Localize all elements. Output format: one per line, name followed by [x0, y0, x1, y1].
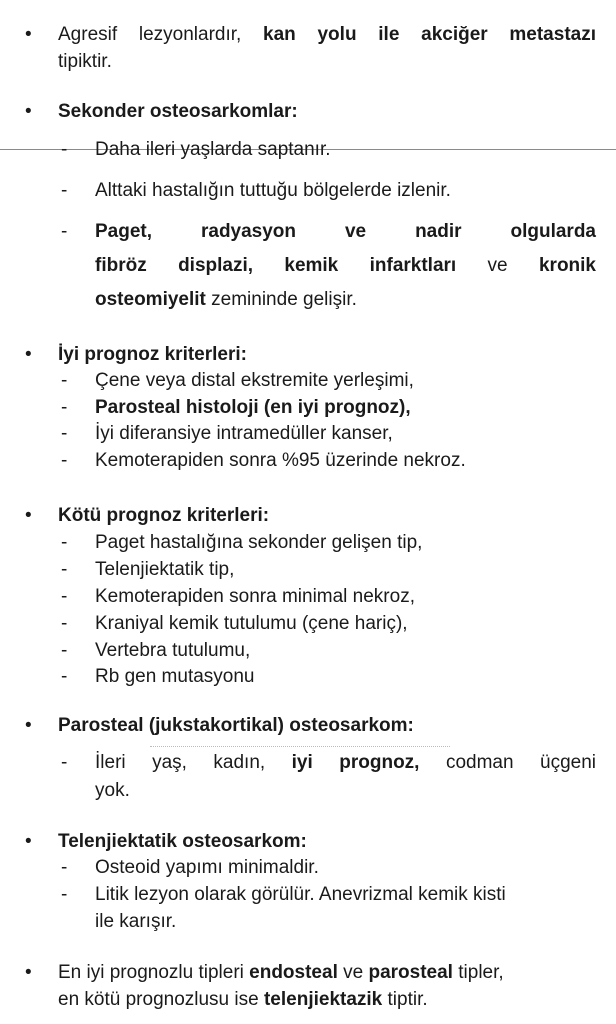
- dash-marker: -: [61, 532, 68, 553]
- text: codman üçgeni: [419, 752, 597, 773]
- bold-text: kan yolu ile akciğer metastazı: [263, 24, 596, 45]
- text: Litik lezyon olarak görülür. Anevrizmal kemik kisti: [95, 884, 506, 905]
- bold-text: parosteal: [368, 962, 453, 983]
- text: tipiktir.: [58, 51, 112, 72]
- bold-text: Parosteal (jukstakortikal) osteosarkom:: [58, 715, 414, 736]
- text-line: [58, 989, 428, 1011]
- text: Çene veya distal ekstremite yerleşimi,: [95, 370, 414, 391]
- text-line: [58, 24, 596, 46]
- bullet-icon: •: [25, 962, 32, 983]
- text: en kötü prognozlusu ise: [58, 989, 264, 1010]
- text: İleri yaş, kadın,: [95, 752, 292, 773]
- bold-text: osteomiyelit: [95, 289, 206, 310]
- text-line: [58, 344, 247, 366]
- text-line: [95, 666, 255, 688]
- text-line: [95, 559, 234, 581]
- dash-marker: -: [61, 613, 68, 634]
- bold-text: Paget, radyasyon ve nadir olgularda: [95, 221, 596, 242]
- dash-marker: -: [61, 450, 68, 471]
- bullet-icon: •: [25, 831, 32, 852]
- text: tipler,: [452, 962, 504, 983]
- text: Telenjiektatik tip,: [95, 559, 235, 580]
- bold-text: Parosteal histoloji (en iyi prognoz),: [95, 397, 411, 418]
- bold-text: kronik: [538, 255, 597, 276]
- bold-text: Kötü prognoz kriterleri:: [58, 505, 270, 526]
- dash-marker: -: [61, 139, 68, 160]
- text-line: [95, 884, 506, 906]
- text: Vertebra tutulumu,: [95, 640, 251, 661]
- bold-text: endosteal: [249, 962, 338, 983]
- bullet-icon: •: [25, 24, 32, 45]
- text-line: [95, 613, 408, 635]
- text: ile karışır.: [95, 911, 177, 932]
- dash-marker: -: [61, 423, 68, 444]
- text-line: [95, 370, 414, 392]
- text-line: [95, 857, 319, 879]
- text-line: [95, 397, 411, 419]
- text-line: [58, 962, 504, 984]
- dash-marker: -: [61, 370, 68, 391]
- text: Kemoterapiden sonra %95 üzerinde nekroz.: [95, 450, 466, 471]
- text-line: [95, 255, 596, 277]
- text: zemininde gelişir.: [205, 289, 357, 310]
- bold-text: iyi prognoz,: [291, 752, 420, 773]
- dash-marker: -: [61, 640, 68, 661]
- bullet-icon: •: [25, 101, 32, 122]
- text-line: [95, 450, 466, 472]
- bold-text: Telenjiektatik osteosarkom:: [58, 831, 307, 852]
- text-line: [95, 180, 451, 202]
- dash-marker: -: [61, 884, 68, 905]
- text-line: [58, 505, 269, 527]
- text-line: [95, 423, 393, 445]
- bullet-icon: •: [25, 505, 32, 526]
- dash-marker: -: [61, 180, 68, 201]
- text: ve: [337, 962, 369, 983]
- dash-marker: -: [61, 752, 68, 773]
- dash-marker: -: [61, 666, 68, 687]
- text-line: [58, 101, 298, 123]
- dash-marker: -: [61, 221, 68, 242]
- bullet-icon: •: [25, 344, 32, 365]
- text-line: [58, 831, 307, 853]
- text-line: [95, 780, 130, 802]
- text: Kemoterapiden sonra minimal nekroz,: [95, 586, 415, 607]
- text-line: [95, 586, 415, 608]
- text: Osteoid yapımı minimaldir.: [95, 857, 319, 878]
- text-line: [95, 640, 250, 662]
- dash-marker: -: [61, 857, 68, 878]
- bullet-icon: •: [25, 715, 32, 736]
- text: En iyi prognozlu tipleri: [58, 962, 250, 983]
- text-line: [95, 139, 331, 161]
- text: Alttaki hastalığın tuttuğu bölgelerde izlenir.: [95, 180, 451, 201]
- text-line: [95, 221, 596, 243]
- text-line: [95, 532, 422, 554]
- bold-text: telenjiektazik: [263, 989, 383, 1010]
- bold-text: fibröz displazi, kemik infarktları: [95, 255, 457, 276]
- text: Kraniyal kemik tutulumu (çene hariç),: [95, 613, 408, 634]
- bold-text: Sekonder osteosarkomlar:: [58, 101, 298, 122]
- text: tiptir.: [382, 989, 428, 1010]
- text: ve: [456, 255, 539, 276]
- text: Daha ileri yaşlarda saptanır.: [95, 139, 331, 160]
- text: Agresif lezyonlardır,: [58, 24, 264, 45]
- text: Paget hastalığına sekonder gelişen tip,: [95, 532, 423, 553]
- text-line: [58, 51, 112, 73]
- dash-marker: -: [61, 586, 68, 607]
- text-line: [95, 911, 176, 933]
- dash-marker: -: [61, 397, 68, 418]
- text: yok.: [95, 780, 130, 801]
- dash-marker: -: [61, 559, 68, 580]
- text-line: [95, 752, 596, 774]
- text: Rb gen mutasyonu: [95, 666, 255, 687]
- text-line: [58, 715, 414, 737]
- text-line: [95, 289, 357, 311]
- text: İyi diferansiye intramedüller kanser,: [95, 423, 393, 444]
- bold-text: İyi prognoz kriterleri:: [58, 344, 247, 365]
- scan-dotted-line: [150, 746, 450, 748]
